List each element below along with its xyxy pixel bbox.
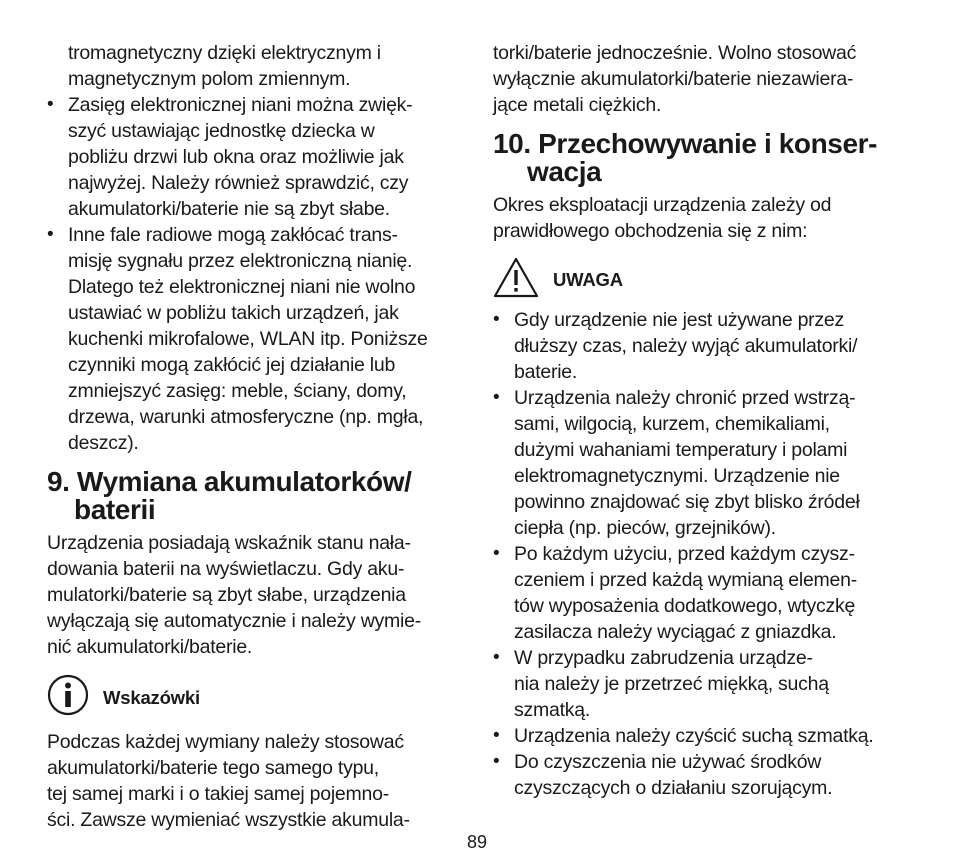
text-line: zasilacza należy wyciągać z gniazdka.	[514, 621, 837, 643]
text-line: dowania baterii na wyświetlaczu. Gdy aku-	[47, 558, 405, 580]
text-line: pobliżu drzwi lub okna oraz możliwie jak	[68, 146, 404, 168]
right-column	[493, 40, 913, 801]
section-10-title-cont: wacja	[527, 156, 602, 187]
text-line: nia należy je przetrzeć miękką, suchą	[514, 673, 829, 695]
text-line: dłuższy czas, należy wyjąć akumulatorki/	[514, 335, 858, 357]
left-column	[47, 40, 467, 833]
text-line: powinno znajdować się zbyt blisko źródeł	[514, 491, 860, 513]
text-line: magnetycznym polom zmiennym.	[68, 68, 351, 90]
text-line: • W przypadku zabrudzenia urządze-	[493, 645, 913, 671]
text-line: baterie.	[514, 361, 578, 383]
note-header	[47, 674, 467, 721]
bullet-item	[493, 307, 913, 385]
section-9-title: 9. Wymiana akumulatorków/	[47, 466, 412, 497]
text-line: • Po każdym użyciu, przed każdym czysz-	[493, 541, 913, 567]
bullet-item	[493, 385, 913, 541]
text-line: wyłączają się automatycznie i należy wymie-	[47, 610, 421, 632]
text-line: tów wyposażenia dodatkowego, wtyczkę	[514, 595, 856, 617]
text-line: ści. Zawsze wymieniać wszystkie akumula-	[47, 809, 410, 831]
text-line: Urządzenia posiadają wskaźnik stanu nała-	[47, 532, 411, 554]
text-line: zmniejszyć zasięg: meble, ściany, domy,	[68, 380, 407, 402]
text-line: tromagnetyczny dzięki elektrycznym i	[68, 42, 381, 64]
text-line: prawidłowego obchodzenia się z nim:	[493, 220, 808, 242]
warning-header	[493, 256, 913, 303]
text-line: jące metali ciężkich.	[493, 94, 662, 116]
text-line: szmatką.	[514, 699, 591, 721]
text-line: torki/baterie jednocześnie. Wolno stosować	[493, 42, 857, 64]
text-line: Podczas każdej wymiany należy stosować	[47, 731, 404, 753]
bullet-item	[493, 723, 913, 749]
bullet-item	[493, 749, 913, 801]
text-line: • Urządzenia należy chronić przed wstrzą-	[493, 385, 913, 411]
text-line: czyszczących o działaniu szorującym.	[514, 777, 833, 799]
text-line: • Urządzenia należy czyścić suchą szmatką.	[493, 723, 913, 749]
text-line: czeniem i przed każdą wymianą elemen-	[514, 569, 857, 591]
text-line: nić akumulatorki/baterie.	[47, 636, 253, 658]
text-line: akumulatorki/baterie nie są zbyt słabe.	[68, 198, 390, 220]
text-line: • Zasięg elektronicznej niani można zwięk-	[47, 92, 467, 118]
text-line: ciepła (np. pieców, grzejników).	[514, 517, 776, 539]
section-9-title-cont: baterii	[74, 494, 156, 525]
bullet-item	[47, 222, 467, 456]
text-line: Dlatego też elektronicznej niani nie wolno	[68, 276, 416, 298]
text-line: misję sygnału przez elektroniczną nianię.	[68, 250, 413, 272]
text-line: wyłącznie akumulatorki/baterie niezawiera-	[493, 68, 854, 90]
text-line: sami, wilgocią, kurzem, chemikaliami,	[514, 413, 830, 435]
warning-triangle-icon	[493, 256, 539, 303]
text-line: szyć ustawiając jednostkę dziecka w	[68, 120, 375, 142]
section-10-title: 10. Przechowywanie i konser-	[493, 128, 878, 159]
text-line: • Gdy urządzenie nie jest używane przez	[493, 307, 913, 333]
bullet-item	[493, 645, 913, 723]
text-line: najwyżej. Należy również sprawdzić, czy	[68, 172, 409, 194]
text-line: dużymi wahaniami temperatury i polami	[514, 439, 848, 461]
text-line: kuchenki mikrofalowe, WLAN itp. Poniższe	[68, 328, 428, 350]
text-line: drzewa, warunki atmosferyczne (np. mgła,	[68, 406, 424, 428]
text-line: deszcz).	[68, 432, 139, 454]
text-line: elektromagnetycznymi. Urządzenie nie	[514, 465, 840, 487]
bullet-item	[493, 541, 913, 645]
text-line: • Inne fale radiowe mogą zakłócać trans-	[47, 222, 467, 248]
text-line: Okres eksploatacji urządzenia zależy od	[493, 194, 832, 216]
warning-label: UWAGA	[553, 268, 623, 290]
note-label: Wskazówki	[103, 686, 200, 708]
text-line: akumulatorki/baterie tego samego typu,	[47, 757, 379, 779]
info-icon	[47, 674, 89, 721]
bullet-item	[47, 92, 467, 222]
page-number: 89	[466, 832, 488, 852]
text-line: mulatorki/baterie są zbyt słabe, urządzenia	[47, 584, 406, 606]
text-line: • Do czyszczenia nie używać środków	[493, 749, 913, 775]
text-line: ustawiać w pobliżu takich urządzeń, jak	[68, 302, 399, 324]
text-line: czynniki mogą zakłócić jej działanie lub	[68, 354, 396, 376]
text-line: tej samej marki i o takiej samej pojemno-	[47, 783, 389, 805]
